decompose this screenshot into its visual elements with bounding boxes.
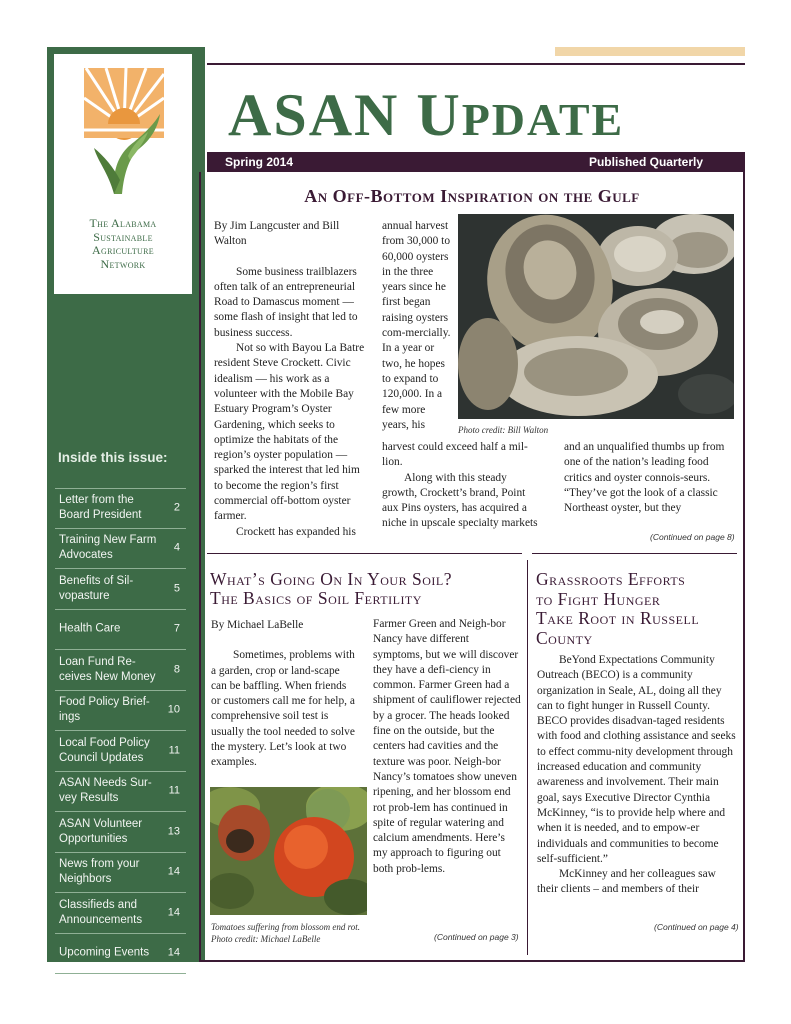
article-1-column-2-bottom (382, 440, 542, 532)
toc-item-page: 14 (167, 865, 180, 878)
title-line: The Basics of Soil Fertility (210, 588, 422, 608)
title-line: County (536, 627, 593, 648)
publication-frequency: Published Quarterly (588, 155, 703, 169)
article-3-title (536, 570, 736, 648)
toc-item-page: 11 (168, 744, 180, 757)
tomato-image (210, 787, 367, 915)
section-divider (532, 553, 737, 554)
toc-item[interactable] (55, 853, 186, 894)
article-1-column-2-top (382, 219, 454, 433)
caption-line: Photo credit: Michael LaBelle (211, 934, 321, 944)
toc-item-label: Food Policy Brief-ings (59, 696, 150, 724)
toc-item-page: 4 (173, 541, 180, 554)
toc-item[interactable] (55, 691, 186, 732)
paragraph: Some business trailblazers often talk of an entrepreneurial Road to Damascus moment — some flash of insight that led to business success. (214, 265, 358, 339)
article-3-column (537, 653, 737, 898)
photo-caption: Photo credit: Bill Walton (458, 425, 549, 435)
toc-item-label: Benefits of Sil-vopasture (59, 574, 134, 602)
toc-item-label: Upcoming Events (59, 946, 150, 959)
article-2-column-1 (211, 618, 357, 771)
toc-item-page: 13 (167, 825, 180, 838)
toc-item-page: 5 (173, 582, 180, 595)
photo-caption (211, 921, 360, 945)
continued-note: (Continued on page 4) (654, 922, 739, 932)
org-name-line: Network (100, 256, 146, 271)
org-name-line: Sustainable (93, 229, 153, 244)
toc-item[interactable] (55, 488, 186, 529)
toc-item-page: 14 (167, 906, 180, 919)
title-line: Grassroots Efforts (536, 569, 686, 589)
paragraph: Sometimes, problems with a garden, crop or land-scape can be baffling. When friends or customers call me for help, a comprehensive soil test is usually the tool needed to solve the mystery. Let’s look at two examples. (211, 649, 355, 769)
title-part: ASAN U (228, 82, 462, 148)
inside-this-issue-heading: Inside this issue: (58, 450, 168, 465)
toc-item[interactable] (55, 529, 186, 570)
toc-item-page: 14 (167, 946, 180, 959)
article-1-column-1 (214, 219, 366, 540)
title-line: to Fight Hunger (536, 588, 661, 609)
decorative-stripe (555, 47, 745, 56)
title-line: What’s Going On In Your Soil? (210, 569, 452, 589)
toc-item-page: 7 (173, 622, 180, 635)
toc-item-page: 10 (167, 703, 180, 716)
logo-panel (54, 54, 192, 294)
toc-item[interactable] (55, 610, 186, 651)
toc-item[interactable] (55, 772, 186, 813)
title-part: PDATE (461, 94, 625, 145)
section-divider (207, 553, 522, 554)
toc-item-label: Classifieds and Announcements (59, 898, 143, 926)
issue-season: Spring 2014 (225, 155, 294, 169)
top-rule (207, 63, 745, 65)
paragraph: annual harvest from 30,000 to 60,000 oysters in the three years since he first began raising oysters com-mercially. In a year or two, he hopes to expand to 120,000. In a few more years, his (382, 220, 451, 431)
toc-item-label: ASAN Volunteer Opportunities (59, 817, 143, 845)
paragraph: Not so with Bayou La Batre resident Steve Crockett. Civic idealism — his work as a volunteer with the Mobile Bay Estuary Program’s Oyster Gardening, which seeks to optimize the habitats of the region’s oyster population — sparked the interest that led him to become the region’s first commercial off-bottom oyster farmer. (214, 342, 365, 523)
paragraph: Crockett has expanded his (236, 525, 356, 538)
paragraph: and an unqualified thumbs up from one of the nation’s leading food critics and oyster connois-seurs. “They’ve got the look of a classic Northeast oyster, but they (564, 441, 725, 515)
tomato-photo (210, 787, 367, 915)
org-name-line: The Alabama (89, 216, 157, 230)
paragraph: Farmer Green and Neigh-bor Nancy have different symptoms, but we will discover they have a defi-ciency in common. Farmer Green had a shipment of cauliflower rejected by a grocer. The heads looked fine on the outside, but the centers had cavities and the texture was poor. Neigh-bor Nancy’s tomatoes show uneven ripening, and her blossom end rot prob-lem has continued in spite of regular watering and calcium amendments. Here’s my approach to figuring out both prob-lems. (373, 618, 521, 875)
org-name-line: Agriculture (92, 243, 154, 257)
byline: By Jim Langcuster and Bill Walton (214, 220, 340, 248)
issue-bar (207, 152, 745, 172)
toc-item-label: ASAN Needs Sur-vey Results (59, 777, 152, 805)
toc-item-page: 11 (168, 784, 180, 797)
toc-item[interactable] (55, 893, 186, 934)
article-2-column-2 (373, 617, 521, 877)
caption-line: Tomatoes suffering from blossom end rot. (211, 922, 361, 932)
toc-item[interactable] (55, 650, 186, 691)
toc-item[interactable] (55, 731, 186, 772)
toc-item-label: Local Food Policy Council Updates (59, 736, 150, 764)
toc-item-label: Loan Fund Re-ceives New Money (59, 655, 156, 683)
column-divider (527, 560, 528, 955)
toc-item-label: Health Care (59, 622, 121, 635)
toc-item-label: Training New Farm Advocates (59, 534, 157, 562)
oyster-photo (458, 214, 734, 419)
oyster-image (458, 214, 734, 419)
toc-item-label: Letter from the Board President (59, 494, 142, 522)
toc-item[interactable] (55, 569, 186, 610)
paragraph: BeYond Expectations Community Outreach (BECO) is a community organization in Seale, AL, doing all they can to fight hunger in Russell County. BECO provides disadvan-taged residents with food and clothing assistance and seeks to effect commu-nity development through increased education and community awareness and involvement. Their main goal, says Executive Director Cynthia McKinney, “is to provide help where and when it is needed, and to empow-er individuals and communities to become self-sufficient.” (537, 654, 736, 865)
toc-item-page: 8 (173, 663, 180, 676)
asan-logo-icon (84, 68, 164, 194)
toc-item[interactable] (55, 934, 186, 975)
toc-item-label: News from your Neighbors (59, 858, 140, 886)
article-2-title (210, 570, 510, 608)
article-1-column-3 (564, 440, 736, 516)
organization-name (54, 217, 192, 271)
title-line: Take Root in Russell (536, 608, 700, 628)
toc-item[interactable] (55, 812, 186, 853)
article-1-title: An Off-Bottom Inspiration on the Gulf (304, 186, 640, 206)
byline: By Michael LaBelle (211, 619, 304, 631)
toc-item-page: 2 (173, 501, 180, 514)
continued-note: (Continued on page 8) (650, 532, 735, 542)
paragraph: McKinney and her colleagues saw their clients – and members of their (537, 868, 716, 896)
newsletter-title (228, 80, 748, 155)
paragraph: Along with this steady growth, Crockett’s brand, Point aux Pins oysters, has acquired a niche in upscale specialty markets (382, 471, 538, 530)
paragraph: harvest could exceed half a mil-lion. (382, 441, 528, 469)
continued-note: (Continued on page 3) (434, 932, 519, 942)
table-of-contents (55, 488, 186, 974)
